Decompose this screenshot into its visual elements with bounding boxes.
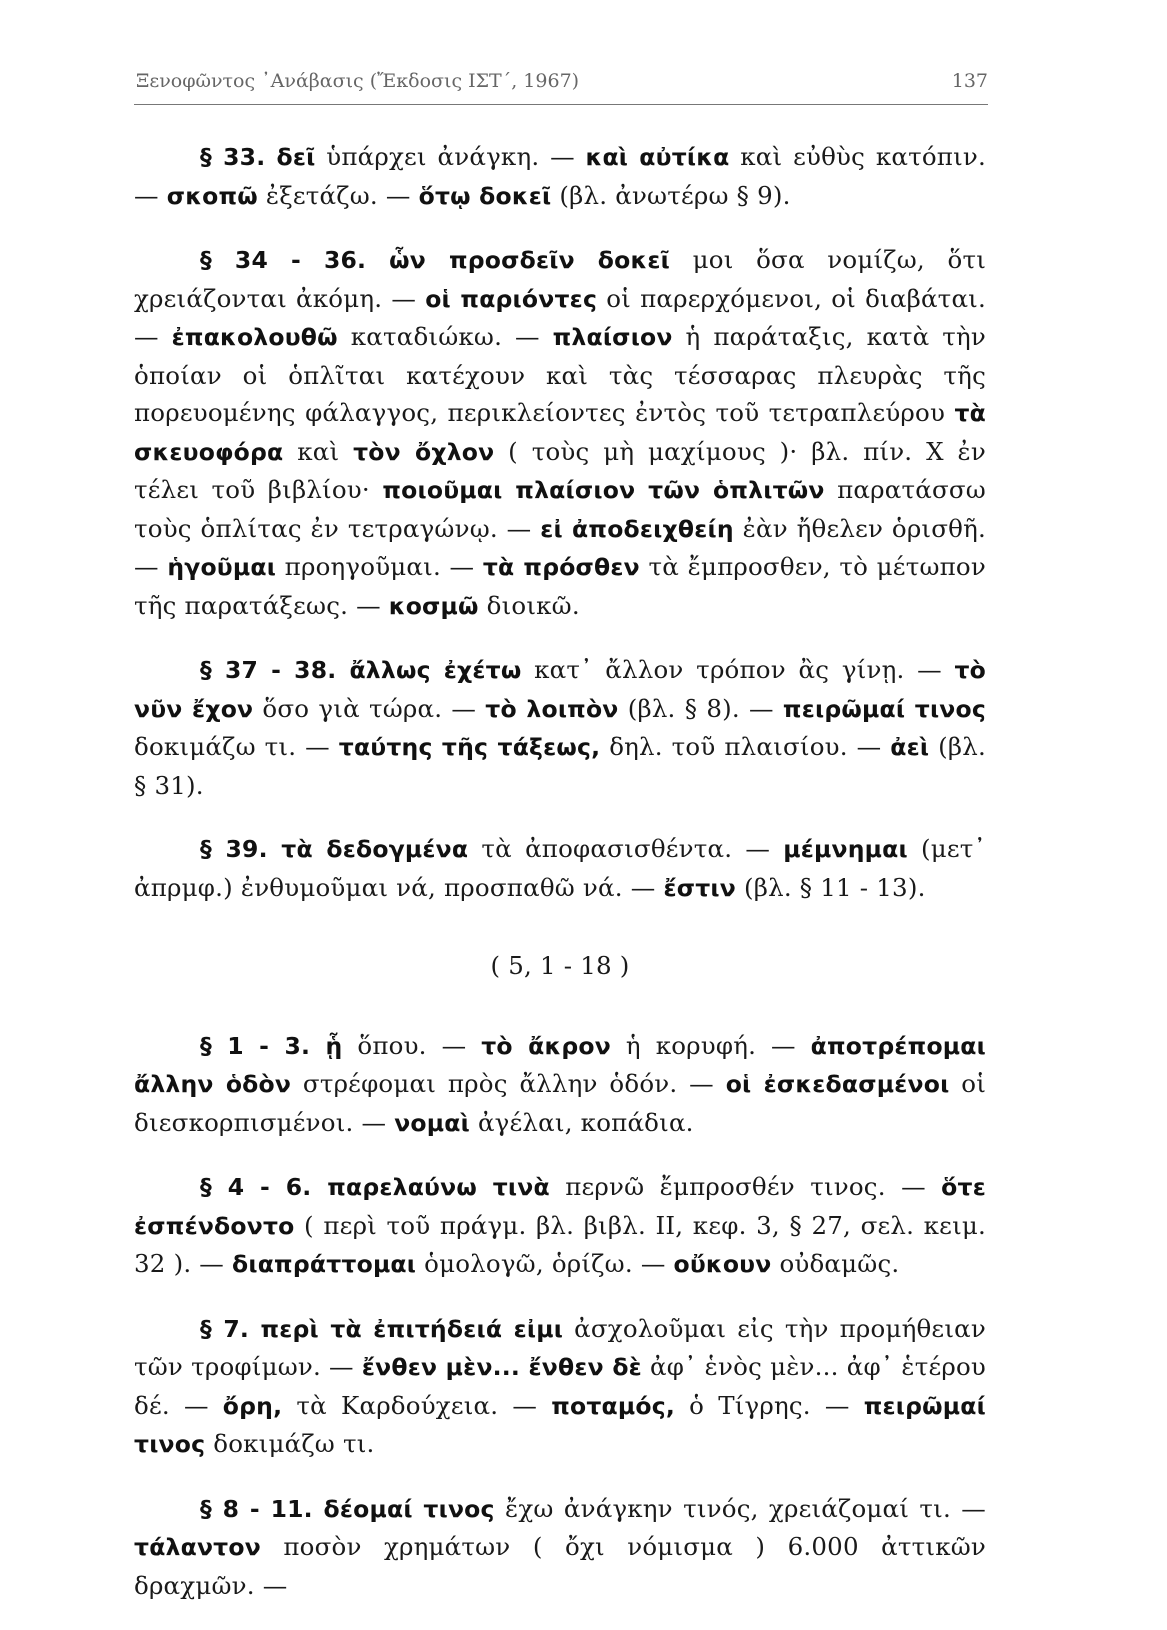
- lemma-term: διαπράττομαι: [232, 1250, 417, 1278]
- lemma-term: οὔκουν: [673, 1250, 772, 1278]
- lemma-term: ἀεὶ: [890, 733, 930, 761]
- gloss-text: ἐξετάζω. —: [257, 180, 419, 210]
- lemma-term: ὧν προσδεῖν δοκεῖ: [389, 246, 671, 274]
- gloss-text: (βλ. § 8). —: [618, 693, 783, 723]
- gloss-text: (μετ᾽ ἀπρμφ.) ἐνθυμοῦμαι νά, προσπαθῶ νά. —: [134, 834, 987, 902]
- header-rule: [134, 104, 988, 105]
- lemma-term: τάλαντον: [134, 1533, 261, 1561]
- running-header: [136, 70, 988, 92]
- lemma-term: ἔνθεν μὲν... ἔνθεν δὲ: [361, 1353, 642, 1381]
- gloss-text: ( περὶ τοῦ πράγμ. βλ. βιβλ. ΙΙ, κεφ. 3, § 27, σελ. κειμ. 32 ). —: [134, 1210, 986, 1278]
- glossary-paragraph: [134, 1310, 986, 1464]
- gloss-text: διοικῶ.: [478, 590, 580, 620]
- lemma-term: δέομαί τινος: [323, 1494, 495, 1523]
- gloss-text: ὁ Τίγρης. —: [675, 1390, 864, 1420]
- gloss-text: (βλ. § 31).: [134, 732, 987, 800]
- gloss-text: ὅπου. —: [342, 1030, 482, 1060]
- gloss-text: (βλ. § 11 - 13).: [735, 872, 926, 902]
- gloss-text: παρατάσσω τοὺς ὁπλίτας ἐν τετραγώνῳ. —: [134, 475, 986, 543]
- lemma-term: ἔστιν: [663, 873, 736, 902]
- lemma-term: οἱ ἐσκεδασμένοι: [725, 1070, 950, 1098]
- lemma-term: νομαὶ: [394, 1108, 470, 1137]
- gloss-text: οἱ διεσκορπισμένοι. —: [134, 1069, 987, 1137]
- lemma-term: § 4 - 6.: [200, 1173, 328, 1201]
- page-number: 137: [951, 70, 988, 92]
- lemma-term: § 8 - 11.: [200, 1494, 324, 1523]
- gloss-text: μοι ὅσα νομίζω, ὅτι χρειάζονται ἀκόμη. —: [134, 245, 987, 313]
- glossary-section-4: [134, 138, 986, 907]
- gloss-text: κατ᾽ ἄλλον τρόπον ἂς γίνῃ. —: [521, 655, 955, 684]
- lemma-term: τὸ ἄκρον: [481, 1031, 611, 1060]
- lemma-term: πειρῶμαί τινος: [782, 694, 986, 723]
- lemma-term: § 7.: [200, 1314, 261, 1343]
- glossary-paragraph: [134, 138, 986, 215]
- running-title: Ξενοφῶντος ᾽Ανάβασις (Ἔκδοσις ΙΣΤ΄, 1967): [136, 70, 580, 92]
- glossary-paragraph: [134, 651, 986, 804]
- gloss-text: τὰ ἔμπροσθεν, τὸ μέτωπον τῆς παρατάξεως. —: [134, 552, 986, 620]
- lemma-term: ἄλλως ἐχέτω: [349, 656, 522, 684]
- lemma-term: ταύτης τῆς τάξεως,: [338, 733, 601, 761]
- lemma-term: ποταμός,: [551, 1391, 675, 1420]
- lemma-term: ὄρη,: [222, 1391, 283, 1420]
- lemma-term: τὰ δεδογμένα: [281, 835, 469, 863]
- lemma-term: καὶ αὐτίκα: [585, 143, 730, 171]
- gloss-text: δοκιμάζω τι. —: [134, 732, 339, 761]
- glossary-paragraph: [134, 241, 986, 625]
- lemma-term: ὅτε ἐσπένδοντο: [134, 1173, 986, 1240]
- lemma-term: ποιοῦμαι πλαίσιον τῶν ὁπλιτῶν: [382, 476, 825, 504]
- gloss-text: καὶ εὐθὺς κατόπιν. —: [134, 142, 986, 210]
- lemma-term: § 34 - 36.: [200, 246, 390, 274]
- chapter-heading: ( 5, 1 - 18 ): [490, 951, 630, 980]
- glossary-paragraph: [134, 1490, 986, 1605]
- gloss-text: ἐὰν ἤθελεν ὁρισθῆ. —: [134, 513, 986, 581]
- gloss-text: ἀσχολοῦμαι εἰς τὴν προμήθειαν τῶν τροφίμων. —: [134, 1313, 986, 1381]
- lemma-term: μέμνημαι: [783, 835, 908, 863]
- gloss-text: προηγοῦμαι. —: [276, 552, 483, 581]
- lemma-term: ἡγοῦμαι: [167, 553, 277, 581]
- glossary-paragraph: [134, 1027, 986, 1143]
- lemma-term: παρελαύνω τινὰ: [327, 1173, 550, 1201]
- lemma-term: ὅτῳ δοκεῖ: [418, 181, 552, 210]
- gloss-text: περνῶ ἔμπροσθέν τινος. —: [549, 1172, 942, 1201]
- glossary-paragraph: [134, 830, 986, 907]
- gloss-text: ἡ παράταξις, κατὰ τὴν ὁποίαν οἱ ὁπλῖται κατέχουν καὶ τὰς τέσσαρας πλευρὰς τῆς πορευομένης φάλαγγος, περικλείοντες ἐντὸς τοῦ τετραπλεύρου: [134, 322, 986, 427]
- gloss-text: δηλ. τοῦ πλαισίου. —: [600, 732, 891, 761]
- lemma-term: § 33.: [200, 143, 277, 171]
- lemma-term: τὸ νῦν ἔχον: [134, 656, 986, 723]
- gloss-text: (βλ. ἀνωτέρω § 9).: [551, 180, 791, 210]
- gloss-text: ( τοὺς μὴ μαχίμους )· βλ. πίν. Χ ἐν τέλει τοῦ βιβλίου·: [134, 436, 986, 504]
- gloss-text: στρέφομαι πρὸς ἄλλην ὁδόν. —: [291, 1069, 726, 1098]
- gloss-text: οἱ παρερχόμενοι, οἱ διαβάται. —: [134, 283, 986, 351]
- glossary-paragraph: [134, 1168, 986, 1284]
- lemma-term: κοσμῶ: [388, 591, 479, 620]
- lemma-term: τὰ πρόσθεν: [482, 553, 640, 581]
- gloss-text: καταδιώκω. —: [337, 322, 553, 351]
- glossary-section-5: [134, 1027, 986, 1605]
- gloss-text: ἀγέλαι, κοπάδια.: [469, 1107, 694, 1137]
- gloss-text: δοκιμάζω τι.: [205, 1429, 375, 1458]
- gloss-text: οὐδαμῶς.: [771, 1249, 900, 1278]
- gloss-text: ἡ κορυφή. —: [610, 1030, 811, 1060]
- gloss-text: ὑπάρχει ἀνάγκη. —: [315, 142, 586, 171]
- lemma-term: ἀποτρέπομαι ἄλλην ὁδὸν: [134, 1031, 986, 1098]
- lemma-term: οἱ παριόντες: [425, 284, 598, 313]
- lemma-term: περὶ τὰ ἐπιτήδειά εἰμι: [260, 1314, 564, 1343]
- gloss-text: ἔχω ἀνάγκην τινός, χρειάζομαί τι. —: [494, 1493, 986, 1523]
- gloss-text: ποσὸν χρημάτων ( ὄχι νόμισμα ) 6.000 ἀττικῶν δραχμῶν. —: [134, 1532, 986, 1600]
- lemma-term: δεῖ: [276, 143, 316, 171]
- lemma-term: § 1 - 3.: [200, 1031, 326, 1060]
- lemma-term: τὸν ὄχλον: [353, 437, 495, 466]
- gloss-text: τὰ ἀποφασισθέντα. —: [468, 834, 784, 863]
- lemma-term: πειρῶμαί τινος: [134, 1391, 986, 1458]
- glossary-body: [134, 138, 986, 1630]
- lemma-term: εἰ ἀποδειχθείη: [540, 514, 734, 543]
- gloss-text: ὅσο γιὰ τώρα. —: [253, 693, 486, 723]
- lemma-term: σκοπῶ: [166, 181, 258, 210]
- lemma-term: § 39.: [200, 835, 282, 863]
- lemma-term: ᾗ: [325, 1031, 343, 1060]
- lemma-term: τὰ σκευοφόρα: [134, 399, 986, 466]
- gloss-text: καὶ: [283, 436, 354, 466]
- lemma-term: πλαίσιον: [552, 323, 673, 351]
- gloss-text: τὰ Καρδούχεια. —: [282, 1390, 552, 1420]
- lemma-term: § 37 - 38.: [200, 656, 350, 684]
- lemma-term: τὸ λοιπὸν: [485, 694, 619, 723]
- gloss-text: ἀφ᾽ ἑνὸς μὲν... ἀφ᾽ ἑτέρου δέ. —: [134, 1352, 986, 1420]
- lemma-term: ἐπακολουθῶ: [171, 323, 338, 351]
- gloss-text: ὁμολογῶ, ὁρίζω. —: [416, 1249, 674, 1278]
